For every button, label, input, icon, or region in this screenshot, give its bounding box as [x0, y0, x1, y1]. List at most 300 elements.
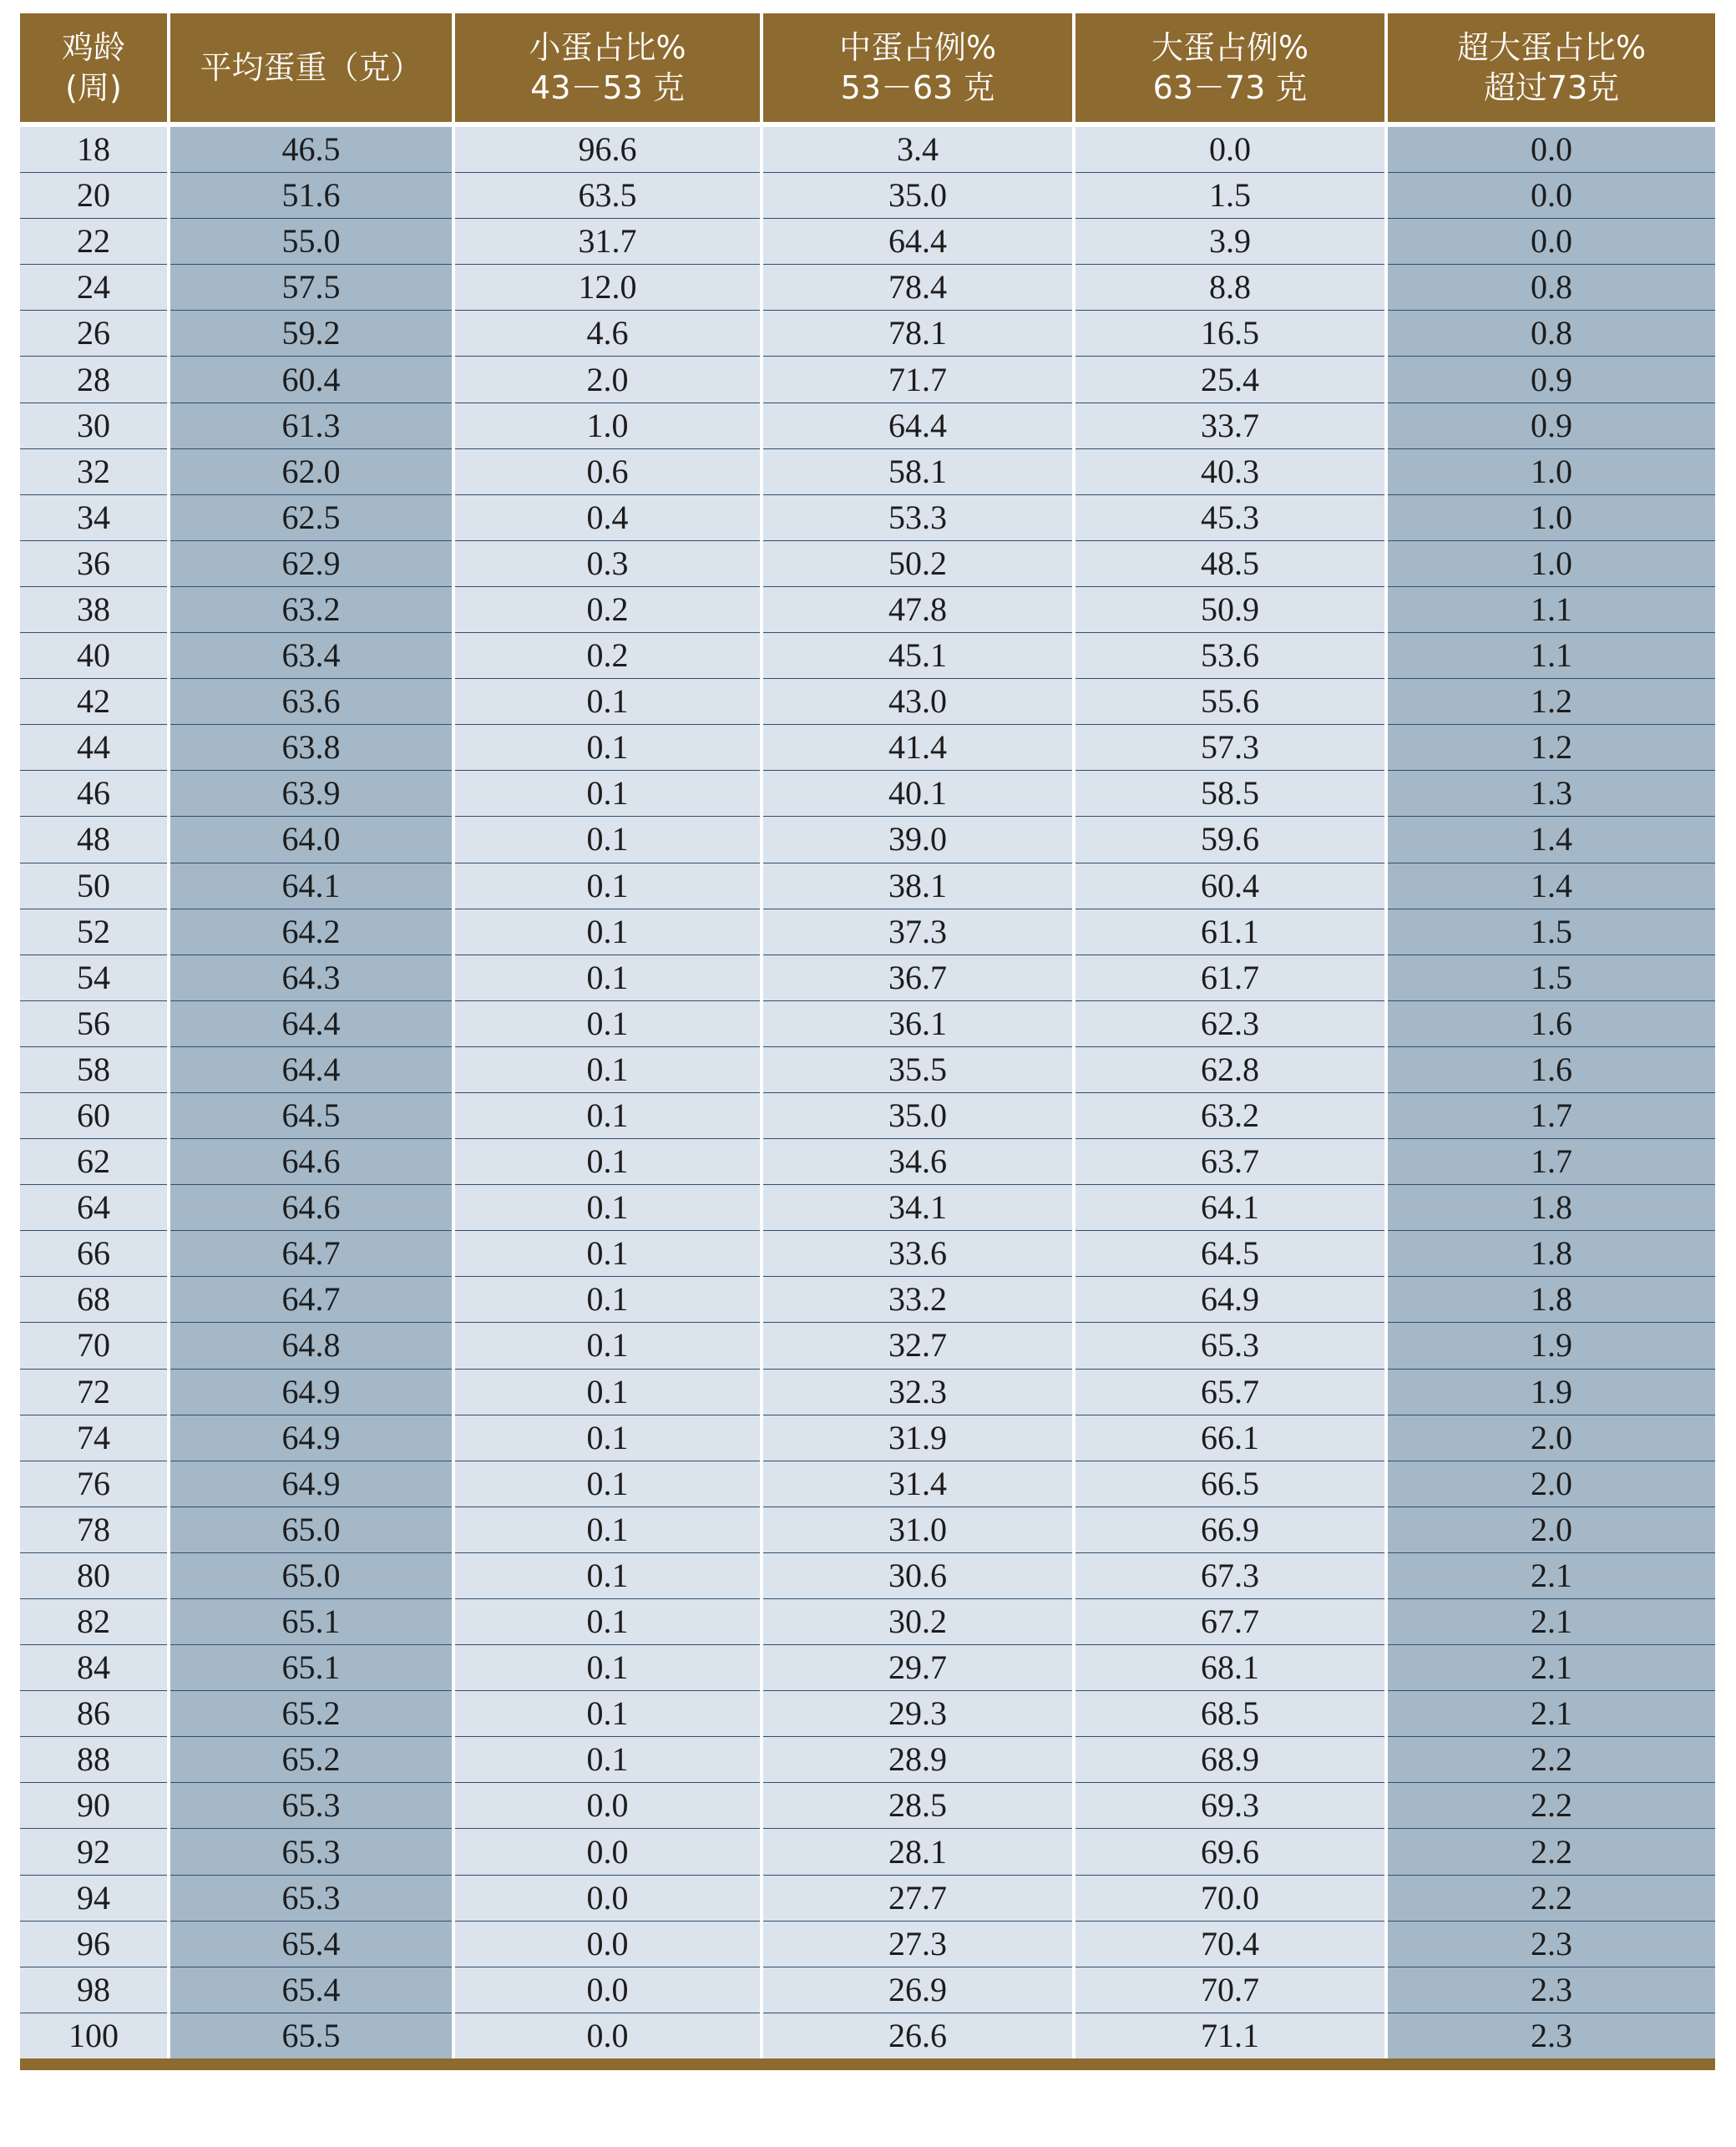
header-age-line2: (周)	[65, 69, 122, 106]
xlarge-egg-cell: 1.6	[1386, 1000, 1715, 1046]
small-egg-cell: 0.6	[453, 448, 762, 494]
xlarge-egg-cell: 2.1	[1386, 1552, 1715, 1598]
table-row	[20, 1921, 1715, 1967]
age-cell: 30	[20, 403, 169, 448]
age-cell: 56	[20, 1000, 169, 1046]
medium-egg-cell: 32.3	[762, 1369, 1074, 1415]
large-egg-cell: 67.3	[1074, 1552, 1386, 1598]
medium-egg-cell: 36.1	[762, 1000, 1074, 1046]
avg-weight-cell: 64.8	[169, 1323, 453, 1369]
table-row	[20, 633, 1715, 679]
age-cell: 48	[20, 817, 169, 863]
small-egg-cell: 63.5	[453, 173, 762, 219]
avg-weight-cell: 64.0	[169, 817, 453, 863]
large-egg-cell: 70.7	[1074, 1967, 1386, 2013]
table-row	[20, 725, 1715, 771]
medium-egg-cell: 45.1	[762, 633, 1074, 679]
small-egg-cell: 1.0	[453, 403, 762, 448]
age-cell: 26	[20, 311, 169, 357]
age-cell: 64	[20, 1185, 169, 1231]
table-row	[20, 1829, 1715, 1875]
age-cell: 90	[20, 1783, 169, 1829]
xlarge-egg-cell: 1.2	[1386, 679, 1715, 725]
age-cell: 100	[20, 2013, 169, 2058]
small-egg-cell: 0.1	[453, 1139, 762, 1185]
medium-egg-cell: 31.4	[762, 1461, 1074, 1506]
large-egg-cell: 66.9	[1074, 1506, 1386, 1552]
small-egg-cell: 0.0	[453, 1921, 762, 1967]
table-row	[20, 265, 1715, 311]
table-row	[20, 1552, 1715, 1598]
table-bottom-rule	[20, 2058, 1715, 2070]
avg-weight-cell: 51.6	[169, 173, 453, 219]
avg-weight-cell: 65.3	[169, 1783, 453, 1829]
medium-egg-cell: 78.1	[762, 311, 1074, 357]
large-egg-cell: 16.5	[1074, 311, 1386, 357]
table-row	[20, 1415, 1715, 1461]
small-egg-cell: 0.1	[453, 1461, 762, 1506]
medium-egg-cell: 40.1	[762, 771, 1074, 817]
age-cell: 98	[20, 1967, 169, 2013]
avg-weight-cell: 63.6	[169, 679, 453, 725]
avg-weight-cell: 63.4	[169, 633, 453, 679]
avg-weight-cell: 64.3	[169, 955, 453, 1000]
age-cell: 44	[20, 725, 169, 771]
xlarge-egg-cell: 0.8	[1386, 311, 1715, 357]
medium-egg-cell: 29.3	[762, 1691, 1074, 1737]
medium-egg-cell: 35.0	[762, 173, 1074, 219]
medium-egg-cell: 28.5	[762, 1783, 1074, 1829]
medium-egg-cell: 35.5	[762, 1046, 1074, 1092]
large-egg-cell: 68.5	[1074, 1691, 1386, 1737]
avg-weight-cell: 64.4	[169, 1000, 453, 1046]
avg-weight-cell: 65.1	[169, 1645, 453, 1691]
avg-weight-cell: 65.0	[169, 1552, 453, 1598]
large-egg-cell: 64.9	[1074, 1277, 1386, 1323]
xlarge-egg-cell: 1.4	[1386, 817, 1715, 863]
xlarge-egg-cell: 1.4	[1386, 863, 1715, 909]
age-cell: 92	[20, 1829, 169, 1875]
age-cell: 32	[20, 448, 169, 494]
xlarge-egg-cell: 1.7	[1386, 1139, 1715, 1185]
large-egg-cell: 0.0	[1074, 124, 1386, 173]
table-header	[20, 13, 1715, 124]
medium-egg-cell: 31.9	[762, 1415, 1074, 1461]
xlarge-egg-cell: 0.0	[1386, 124, 1715, 173]
small-egg-cell: 0.2	[453, 586, 762, 632]
avg-weight-cell: 63.8	[169, 725, 453, 771]
large-egg-cell: 58.5	[1074, 771, 1386, 817]
large-egg-cell: 61.1	[1074, 909, 1386, 955]
age-cell: 84	[20, 1645, 169, 1691]
xlarge-egg-cell: 1.0	[1386, 494, 1715, 540]
age-cell: 50	[20, 863, 169, 909]
small-egg-cell: 0.0	[453, 2013, 762, 2058]
small-egg-cell: 0.3	[453, 540, 762, 586]
table-row	[20, 1323, 1715, 1369]
xlarge-egg-cell: 2.3	[1386, 1967, 1715, 2013]
xlarge-egg-cell: 2.1	[1386, 1599, 1715, 1645]
medium-egg-cell: 29.7	[762, 1645, 1074, 1691]
large-egg-cell: 69.3	[1074, 1783, 1386, 1829]
small-egg-cell: 0.1	[453, 817, 762, 863]
small-egg-cell: 0.1	[453, 771, 762, 817]
xlarge-egg-cell: 1.3	[1386, 771, 1715, 817]
large-egg-cell: 45.3	[1074, 494, 1386, 540]
table-row	[20, 311, 1715, 357]
small-egg-cell: 2.0	[453, 357, 762, 403]
header-row	[20, 13, 1715, 124]
medium-egg-cell: 41.4	[762, 725, 1074, 771]
table-row	[20, 1092, 1715, 1138]
age-cell: 76	[20, 1461, 169, 1506]
small-egg-cell: 0.0	[453, 1875, 762, 1921]
large-egg-cell: 63.7	[1074, 1139, 1386, 1185]
small-egg-cell: 0.4	[453, 494, 762, 540]
avg-weight-cell: 62.9	[169, 540, 453, 586]
xlarge-egg-cell: 0.0	[1386, 219, 1715, 265]
small-egg-cell: 0.1	[453, 679, 762, 725]
medium-egg-cell: 64.4	[762, 403, 1074, 448]
medium-egg-cell: 36.7	[762, 955, 1074, 1000]
table-row	[20, 1506, 1715, 1552]
xlarge-egg-cell: 1.5	[1386, 955, 1715, 1000]
xlarge-egg-cell: 1.6	[1386, 1046, 1715, 1092]
age-cell: 94	[20, 1875, 169, 1921]
small-egg-cell: 0.1	[453, 1323, 762, 1369]
medium-egg-cell: 26.9	[762, 1967, 1074, 2013]
small-egg-cell: 0.0	[453, 1967, 762, 2013]
age-cell: 62	[20, 1139, 169, 1185]
xlarge-egg-cell: 1.2	[1386, 725, 1715, 771]
small-egg-cell: 4.6	[453, 311, 762, 357]
large-egg-cell: 68.9	[1074, 1737, 1386, 1783]
large-egg-cell: 62.3	[1074, 1000, 1386, 1046]
xlarge-egg-cell: 0.9	[1386, 403, 1715, 448]
age-cell: 36	[20, 540, 169, 586]
small-egg-cell: 0.0	[453, 1829, 762, 1875]
small-egg-cell: 0.1	[453, 1185, 762, 1231]
avg-weight-cell: 57.5	[169, 265, 453, 311]
xlarge-egg-cell: 1.5	[1386, 909, 1715, 955]
table-row	[20, 586, 1715, 632]
age-cell: 24	[20, 265, 169, 311]
medium-egg-cell: 50.2	[762, 540, 1074, 586]
xlarge-egg-cell: 1.1	[1386, 586, 1715, 632]
table-row	[20, 955, 1715, 1000]
table-row	[20, 1000, 1715, 1046]
table-row	[20, 1185, 1715, 1231]
header-large-egg	[1074, 13, 1386, 124]
small-egg-cell: 0.1	[453, 1092, 762, 1138]
age-cell: 20	[20, 173, 169, 219]
xlarge-egg-cell: 1.8	[1386, 1277, 1715, 1323]
xlarge-egg-cell: 2.1	[1386, 1645, 1715, 1691]
table-row	[20, 1645, 1715, 1691]
xlarge-egg-cell: 2.1	[1386, 1691, 1715, 1737]
avg-weight-cell: 59.2	[169, 311, 453, 357]
xlarge-egg-cell: 2.3	[1386, 2013, 1715, 2058]
header-age	[20, 13, 169, 124]
table-row	[20, 2013, 1715, 2058]
small-egg-cell: 0.1	[453, 1599, 762, 1645]
small-egg-cell: 0.0	[453, 1783, 762, 1829]
avg-weight-cell: 65.0	[169, 1506, 453, 1552]
age-cell: 46	[20, 771, 169, 817]
age-cell: 54	[20, 955, 169, 1000]
table-row	[20, 1369, 1715, 1415]
header-age-line1: 鸡龄	[61, 29, 125, 66]
avg-weight-cell: 64.9	[169, 1369, 453, 1415]
xlarge-egg-cell: 2.2	[1386, 1783, 1715, 1829]
medium-egg-cell: 78.4	[762, 265, 1074, 311]
medium-egg-cell: 35.0	[762, 1092, 1074, 1138]
large-egg-cell: 1.5	[1074, 173, 1386, 219]
xlarge-egg-cell: 1.8	[1386, 1231, 1715, 1277]
small-egg-cell: 0.1	[453, 909, 762, 955]
xlarge-egg-cell: 2.3	[1386, 1921, 1715, 1967]
avg-weight-cell: 65.1	[169, 1599, 453, 1645]
xlarge-egg-cell: 0.9	[1386, 357, 1715, 403]
avg-weight-cell: 63.2	[169, 586, 453, 632]
age-cell: 28	[20, 357, 169, 403]
xlarge-egg-cell: 1.9	[1386, 1369, 1715, 1415]
age-cell: 74	[20, 1415, 169, 1461]
xlarge-egg-cell: 0.0	[1386, 173, 1715, 219]
egg-weight-table	[20, 13, 1715, 2058]
avg-weight-cell: 62.5	[169, 494, 453, 540]
table-row	[20, 124, 1715, 173]
large-egg-cell: 25.4	[1074, 357, 1386, 403]
table-row	[20, 1783, 1715, 1829]
header-large-egg-line2: 63－73 克	[1152, 69, 1308, 106]
table-row	[20, 817, 1715, 863]
medium-egg-cell: 3.4	[762, 124, 1074, 173]
age-cell: 88	[20, 1737, 169, 1783]
xlarge-egg-cell: 2.0	[1386, 1461, 1715, 1506]
large-egg-cell: 65.3	[1074, 1323, 1386, 1369]
table-row	[20, 173, 1715, 219]
table-row	[20, 771, 1715, 817]
large-egg-cell: 50.9	[1074, 586, 1386, 632]
age-cell: 86	[20, 1691, 169, 1737]
medium-egg-cell: 30.6	[762, 1552, 1074, 1598]
avg-weight-cell: 65.5	[169, 2013, 453, 2058]
large-egg-cell: 3.9	[1074, 219, 1386, 265]
age-cell: 38	[20, 586, 169, 632]
age-cell: 18	[20, 124, 169, 173]
xlarge-egg-cell: 1.0	[1386, 540, 1715, 586]
large-egg-cell: 64.5	[1074, 1231, 1386, 1277]
large-egg-cell: 8.8	[1074, 265, 1386, 311]
age-cell: 58	[20, 1046, 169, 1092]
large-egg-cell: 66.5	[1074, 1461, 1386, 1506]
table-row	[20, 1231, 1715, 1277]
small-egg-cell: 96.6	[453, 124, 762, 173]
large-egg-cell: 66.1	[1074, 1415, 1386, 1461]
large-egg-cell: 60.4	[1074, 863, 1386, 909]
avg-weight-cell: 65.2	[169, 1737, 453, 1783]
large-egg-cell: 62.8	[1074, 1046, 1386, 1092]
table-row	[20, 1875, 1715, 1921]
medium-egg-cell: 27.7	[762, 1875, 1074, 1921]
large-egg-cell: 61.7	[1074, 955, 1386, 1000]
table-row	[20, 863, 1715, 909]
medium-egg-cell: 43.0	[762, 679, 1074, 725]
medium-egg-cell: 28.9	[762, 1737, 1074, 1783]
table-row	[20, 219, 1715, 265]
large-egg-cell: 55.6	[1074, 679, 1386, 725]
age-cell: 68	[20, 1277, 169, 1323]
avg-weight-cell: 64.5	[169, 1092, 453, 1138]
avg-weight-cell: 64.9	[169, 1415, 453, 1461]
large-egg-cell: 70.4	[1074, 1921, 1386, 1967]
table-row	[20, 909, 1715, 955]
age-cell: 96	[20, 1921, 169, 1967]
table-row	[20, 403, 1715, 448]
age-cell: 60	[20, 1092, 169, 1138]
large-egg-cell: 40.3	[1074, 448, 1386, 494]
medium-egg-cell: 26.6	[762, 2013, 1074, 2058]
large-egg-cell: 63.2	[1074, 1092, 1386, 1138]
age-cell: 70	[20, 1323, 169, 1369]
xlarge-egg-cell: 0.8	[1386, 265, 1715, 311]
medium-egg-cell: 64.4	[762, 219, 1074, 265]
small-egg-cell: 0.1	[453, 1046, 762, 1092]
large-egg-cell: 65.7	[1074, 1369, 1386, 1415]
header-xlarge-egg-line2: 超过73克	[1483, 69, 1620, 106]
small-egg-cell: 0.1	[453, 1000, 762, 1046]
age-cell: 80	[20, 1552, 169, 1598]
header-small-egg-line2: 43－53 克	[530, 69, 685, 106]
small-egg-cell: 0.1	[453, 1231, 762, 1277]
large-egg-cell: 68.1	[1074, 1645, 1386, 1691]
large-egg-cell: 53.6	[1074, 633, 1386, 679]
large-egg-cell: 71.1	[1074, 2013, 1386, 2058]
table-body	[20, 124, 1715, 2058]
table-row	[20, 494, 1715, 540]
age-cell: 52	[20, 909, 169, 955]
header-xlarge-egg	[1386, 13, 1715, 124]
large-egg-cell: 48.5	[1074, 540, 1386, 586]
table-row	[20, 1691, 1715, 1737]
table-row	[20, 679, 1715, 725]
small-egg-cell: 0.2	[453, 633, 762, 679]
table-row	[20, 1461, 1715, 1506]
medium-egg-cell: 34.1	[762, 1185, 1074, 1231]
avg-weight-cell: 64.6	[169, 1139, 453, 1185]
large-egg-cell: 70.0	[1074, 1875, 1386, 1921]
age-cell: 42	[20, 679, 169, 725]
table-row	[20, 540, 1715, 586]
avg-weight-cell: 64.4	[169, 1046, 453, 1092]
medium-egg-cell: 47.8	[762, 586, 1074, 632]
small-egg-cell: 0.1	[453, 1506, 762, 1552]
large-egg-cell: 69.6	[1074, 1829, 1386, 1875]
age-cell: 22	[20, 219, 169, 265]
medium-egg-cell: 32.7	[762, 1323, 1074, 1369]
xlarge-egg-cell: 1.0	[1386, 448, 1715, 494]
small-egg-cell: 12.0	[453, 265, 762, 311]
age-cell: 82	[20, 1599, 169, 1645]
large-egg-cell: 59.6	[1074, 817, 1386, 863]
xlarge-egg-cell: 1.7	[1386, 1092, 1715, 1138]
large-egg-cell: 57.3	[1074, 725, 1386, 771]
medium-egg-cell: 28.1	[762, 1829, 1074, 1875]
table-row	[20, 1599, 1715, 1645]
header-xlarge-egg-line1: 超大蛋占比%	[1456, 29, 1647, 66]
header-medium-egg-line2: 53－63 克	[840, 69, 995, 106]
age-cell: 72	[20, 1369, 169, 1415]
age-cell: 66	[20, 1231, 169, 1277]
header-large-egg-line1: 大蛋占例%	[1151, 29, 1309, 66]
avg-weight-cell: 63.9	[169, 771, 453, 817]
header-avg-weight	[169, 13, 453, 124]
small-egg-cell: 0.1	[453, 863, 762, 909]
large-egg-cell: 33.7	[1074, 403, 1386, 448]
avg-weight-cell: 64.2	[169, 909, 453, 955]
xlarge-egg-cell: 2.2	[1386, 1875, 1715, 1921]
avg-weight-cell: 65.3	[169, 1829, 453, 1875]
avg-weight-cell: 65.3	[169, 1875, 453, 1921]
medium-egg-cell: 27.3	[762, 1921, 1074, 1967]
medium-egg-cell: 37.3	[762, 909, 1074, 955]
xlarge-egg-cell: 1.9	[1386, 1323, 1715, 1369]
xlarge-egg-cell: 2.0	[1386, 1415, 1715, 1461]
medium-egg-cell: 38.1	[762, 863, 1074, 909]
avg-weight-cell: 46.5	[169, 124, 453, 173]
table-row	[20, 1967, 1715, 2013]
avg-weight-cell: 55.0	[169, 219, 453, 265]
avg-weight-cell: 64.6	[169, 1185, 453, 1231]
large-egg-cell: 67.7	[1074, 1599, 1386, 1645]
table-row	[20, 448, 1715, 494]
avg-weight-cell: 60.4	[169, 357, 453, 403]
avg-weight-cell: 64.9	[169, 1461, 453, 1506]
avg-weight-cell: 62.0	[169, 448, 453, 494]
header-medium-egg	[762, 13, 1074, 124]
medium-egg-cell: 53.3	[762, 494, 1074, 540]
table-row	[20, 1737, 1715, 1783]
small-egg-cell: 0.1	[453, 1415, 762, 1461]
medium-egg-cell: 33.2	[762, 1277, 1074, 1323]
header-avg-weight-line1: 平均蛋重（克）	[200, 49, 423, 86]
age-cell: 78	[20, 1506, 169, 1552]
small-egg-cell: 0.1	[453, 1645, 762, 1691]
avg-weight-cell: 65.4	[169, 1967, 453, 2013]
avg-weight-cell: 61.3	[169, 403, 453, 448]
header-small-egg	[453, 13, 762, 124]
table-row	[20, 1139, 1715, 1185]
xlarge-egg-cell: 1.8	[1386, 1185, 1715, 1231]
small-egg-cell: 0.1	[453, 1277, 762, 1323]
egg-weight-table-container	[20, 13, 1715, 2070]
xlarge-egg-cell: 1.1	[1386, 633, 1715, 679]
small-egg-cell: 0.1	[453, 1552, 762, 1598]
xlarge-egg-cell: 2.2	[1386, 1829, 1715, 1875]
medium-egg-cell: 33.6	[762, 1231, 1074, 1277]
small-egg-cell: 0.1	[453, 955, 762, 1000]
medium-egg-cell: 58.1	[762, 448, 1074, 494]
avg-weight-cell: 65.2	[169, 1691, 453, 1737]
header-medium-egg-line1: 中蛋占例%	[838, 29, 997, 66]
avg-weight-cell: 65.4	[169, 1921, 453, 1967]
table-row	[20, 357, 1715, 403]
small-egg-cell: 0.1	[453, 1691, 762, 1737]
table-row	[20, 1277, 1715, 1323]
medium-egg-cell: 30.2	[762, 1599, 1074, 1645]
header-small-egg-line1: 小蛋占比%	[529, 29, 686, 66]
